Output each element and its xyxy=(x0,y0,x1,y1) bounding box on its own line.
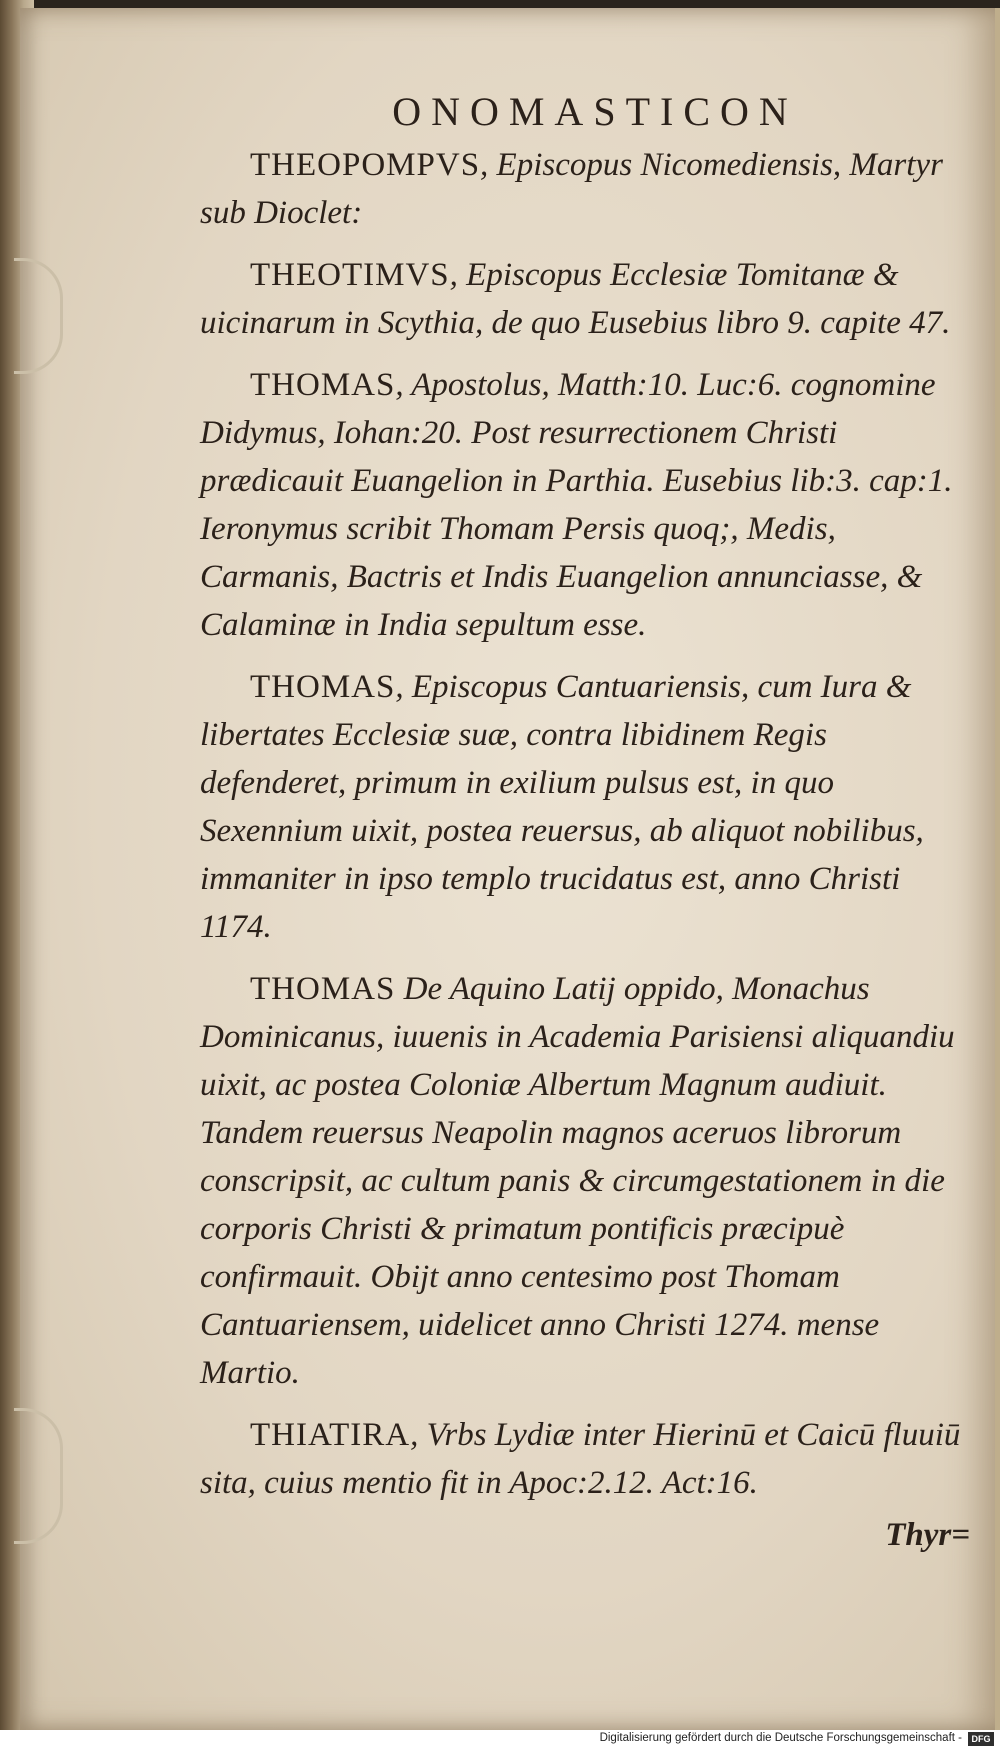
entry-headword: THOMAS xyxy=(250,669,396,705)
entry-headword: THEOPOMPVS xyxy=(250,147,481,183)
book-page xyxy=(20,8,1000,1730)
page-tab-mark xyxy=(14,1408,63,1544)
page-tab-mark xyxy=(14,258,63,374)
entry xyxy=(200,965,970,1397)
entry xyxy=(200,1411,970,1507)
entry xyxy=(200,141,970,237)
running-head: ONOMASTICON xyxy=(392,89,798,134)
entry-text: , Episcopus Ecclesiæ Tomitanæ & uicinarum in Scythia, de quo Eusebius libro 9. capite 47. xyxy=(200,257,951,341)
digitization-footer xyxy=(0,1730,1000,1749)
footer-credit: Digitalisierung gefördert durch die Deutsche Forschungsgemeinschaft - xyxy=(599,1732,962,1744)
entry-headword: THOMAS xyxy=(250,367,396,403)
page-content xyxy=(200,88,970,1554)
entry-headword: THOMAS xyxy=(250,971,396,1007)
entry-text: , Episcopus Nicomediensis, Martyr sub Dioclet: xyxy=(200,147,943,231)
catchword: Thyr= xyxy=(885,1517,970,1553)
entry xyxy=(200,663,970,951)
entry-text: , Apostolus, Matth:10. Luc:6. cognomine Didymus, Iohan:20. Post resurrectionem Christi prædicauit Euangelion in Parthia. Eusebius lib:3. cap:1. Ieronymus scribit Thomam Persis quoq;, Medis, Carmanis, Bactris et Indis Euangelion annunciasse, & Calaminæ in India sepultum esse. xyxy=(200,367,953,643)
dfg-logo-icon: DFG xyxy=(968,1732,994,1746)
entry xyxy=(200,361,970,649)
entry-text: , Episcopus Cantuariensis, cum Iura & libertates Ecclesiæ suæ, contra libidinem Regis defenderet, primum in exilium pulsus est, in quo Sexennium uixit, postea reuersus, ab aliquot nobilibus, immaniter in ipso templo trucidatus est, anno Christi 1174. xyxy=(200,669,924,945)
entry-headword: THEOTIMVS xyxy=(250,257,450,293)
entry-headword: THIATIRA xyxy=(250,1417,411,1453)
entry-text: De Aquino Latij oppido, Monachus Dominicanus, iuuenis in Academia Parisiensi aliquandiu uixit, ac postea Coloniæ Albertum Magnum audiuit. Tandem reuersus Neapolin magnos aceruos librorum conscripsit, ac cultum panis & circumgestationem in die corporis Christi & primatum pontificis præcipuè confirmauit. Obijt anno centesimo post Thomam Cantuariensem, uidelicet anno Christi 1274. mense Martio. xyxy=(200,971,955,1391)
entry xyxy=(200,251,970,347)
entry-text: , Vrbs Lydiæ inter Hierinū et Caicū fluuiū sita, cuius mentio fit in Apoc:2.12. Act:16. xyxy=(200,1417,961,1501)
